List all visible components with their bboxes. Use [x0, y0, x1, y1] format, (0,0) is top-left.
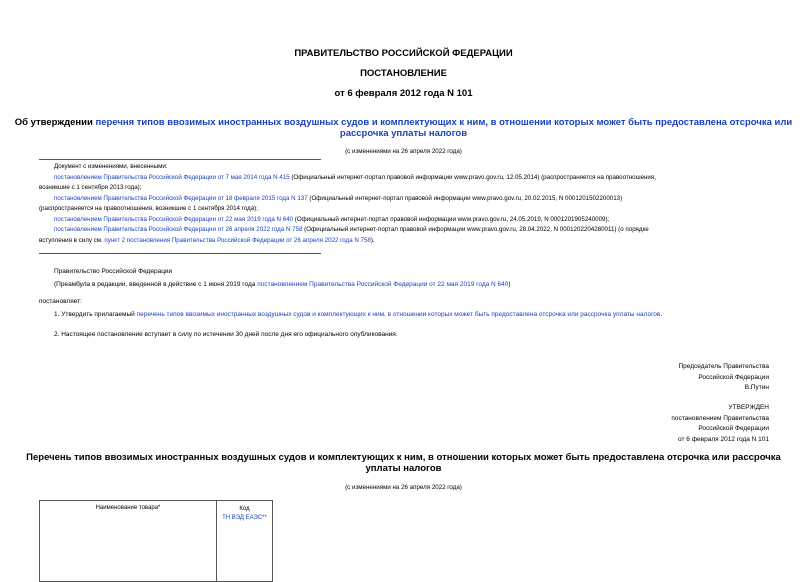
change-text-1: (Официальный интернет-портал правовой информации www.pravo.gov.ru, 12.05.2014) (распространяется на правоотношения,	[289, 173, 656, 181]
title-prefix: Об утверждении	[14, 117, 96, 128]
point-1: 1. Утвердить прилагаемый перечень типов ввозимых иностранных воздушных судов и комплектующих к ним, в отношении которых может быть предоставлена отсрочка или рассрочка уплаты налогов.	[54, 311, 663, 318]
change-text-4: (Официальный интернет-портал правовой информации www.pravo.gov.ru, 28.04.2022, N 0001202204280011) (о порядке	[302, 226, 649, 233]
change-link-2[interactable]: постановлением Правительства Российской Федерации от 18 февраля 2015 года N 137	[54, 194, 308, 202]
list-edition: (с изменениями на 26 апреля 2022 года)	[345, 484, 462, 491]
approved-block	[671, 403, 769, 445]
doc-title	[0, 117, 807, 139]
doc-header-gov: ПРАВИТЕЛЬСТВО РОССИЙСКОЙ ФЕДЕРАЦИИ	[294, 48, 513, 59]
change-text-2: (Официальный интернет-портал правовой информации www.pravo.gov.ru, 20.02.2015, N 0001201502200013)	[307, 194, 623, 202]
change-link-4[interactable]: постановлением Правительства Российской Федерации от 26 апреля 2022 года N 758	[54, 226, 303, 233]
divider-bottom	[39, 253, 321, 254]
approved-label: УТВЕРЖДЕН	[728, 404, 769, 411]
change-link-3[interactable]: постановлением Правительства Российской Федерации от 22 мая 2019 года N 640	[54, 215, 294, 223]
signature-country: Российской Федерации	[698, 373, 769, 381]
change-cont-4: вступления в силу см. пункт 2 постановления Правительства Российской Федерации от 26 апреля 2022 года N 758).	[39, 236, 375, 244]
approved-date: от 6 февраля 2012 года N 101	[678, 435, 769, 443]
list-title-line1: Перечень типов ввозимых иностранных воздушных судов и комплектующих к ним, в отношении которых может быть предоставлена отсрочка или рассрочка	[26, 452, 781, 463]
changes-block	[39, 162, 769, 246]
title-edition: (с изменениями на 26 апреля 2022 года)	[345, 148, 462, 155]
change-item	[39, 225, 769, 236]
signature-name: В.Путин	[744, 384, 769, 391]
change-cont-2: (распространяется на правоотношения, возникшие с 1 сентября 2014 года);	[39, 205, 258, 212]
change-cont-1: возникшие с 1 сентября 2013 года);	[39, 184, 142, 191]
list-title	[0, 452, 807, 474]
change-text-3: (Официальный интернет-портал правовой информации www.pravo.gov.ru, 24.05.2019, N 0001201905240009);	[293, 215, 610, 223]
col-header-code-l1: Код	[239, 506, 250, 512]
doc-date: от 6 февраля 2012 года N 101	[334, 88, 473, 99]
approved-by: постановлением Правительства	[671, 414, 769, 422]
change-link-1[interactable]: постановлением Правительства Российской Федерации от 7 мая 2014 года N 415	[54, 173, 290, 181]
decrees-word: постановляет:	[39, 298, 82, 305]
changes-intro: Документ с изменениями, внесенными:	[54, 163, 168, 170]
preamble-link[interactable]: постановлением Правительства Российской Федерации от 22 мая 2019 года N 640	[257, 281, 509, 288]
signature-block	[678, 362, 769, 394]
list-title-line2: уплаты налогов	[365, 463, 442, 474]
col-header-code	[217, 505, 272, 523]
change-cont-link-4[interactable]: пункт 2 постановления Правительства Российской Федерации от 26 апреля 2022 года N 758	[104, 236, 371, 244]
change-item	[39, 173, 769, 184]
title-link-cont[interactable]: рассрочка уплаты налогов	[339, 128, 468, 139]
col-header-goods: Наименование товара*	[95, 505, 161, 511]
title-link[interactable]: перечня типов ввозимых иностранных воздушных судов и комплектующих к ним, в отношении которых может быть предоставлена отсрочка или	[95, 117, 793, 128]
point-2: 2. Настоящее постановление вступает в силу по истечении 30 дней после дня его официального опубликования.	[54, 331, 398, 338]
preamble-line1: Правительство Российской Федерации	[54, 268, 173, 275]
change-item	[39, 215, 769, 226]
preamble-line2: (Преамбула в редакции, введенной в действие с 1 июня 2019 года постановлением Правительства Российской Федерации от 22 мая 2019 года N 640)	[54, 281, 511, 288]
signature-title: Председатель Правительства	[678, 363, 769, 370]
change-item	[39, 194, 769, 205]
point-1-link[interactable]: перечень типов ввозимых иностранных воздушных судов и комплектующих к ним, в отношении которых может быть предоставлена отсрочка или рассрочка уплаты налогов	[136, 311, 661, 318]
doc-type: ПОСТАНОВЛЕНИЕ	[360, 68, 447, 79]
col-header-code-l2[interactable]: ТН ВЭД ЕАЭС**	[222, 515, 267, 521]
approved-country: Российской Федерации	[698, 425, 769, 432]
divider-top	[39, 159, 321, 160]
goods-table	[39, 500, 273, 582]
